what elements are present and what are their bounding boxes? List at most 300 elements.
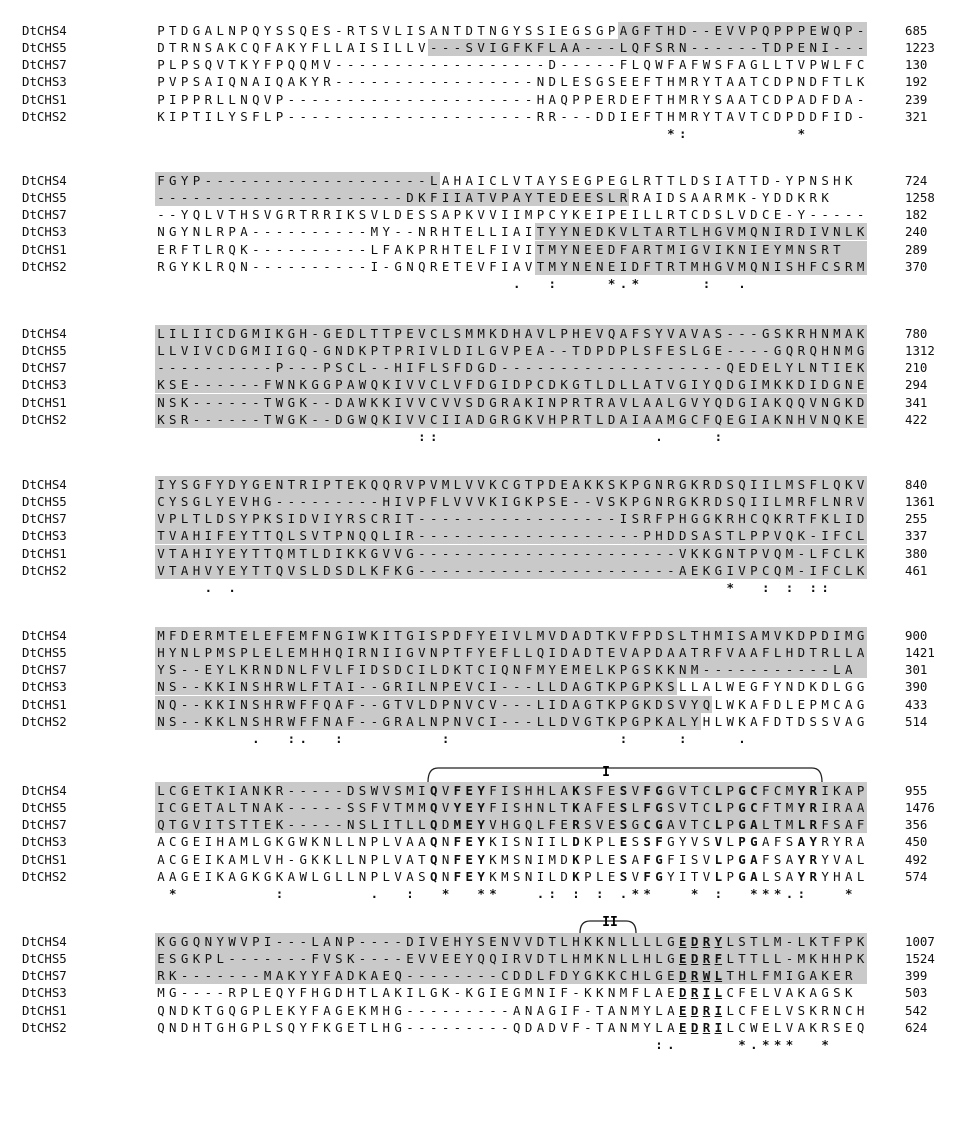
- residue: M: [370, 224, 379, 240]
- residue: Y: [712, 933, 724, 950]
- residue: G: [250, 476, 262, 493]
- residue: I: [499, 950, 511, 967]
- residue: K: [701, 545, 713, 562]
- residue: L: [416, 713, 428, 730]
- residue: I: [501, 258, 509, 274]
- residue: L: [357, 359, 369, 376]
- residue: -: [584, 1002, 592, 1018]
- residue: -: [629, 527, 641, 544]
- residue: A: [679, 57, 687, 73]
- residue: D: [546, 476, 558, 493]
- residue: Q: [831, 476, 843, 493]
- conservation-symbol: *: [762, 1036, 770, 1052]
- residue: D: [677, 967, 689, 984]
- conservation-symbol: :: [595, 885, 604, 901]
- residue: A: [618, 411, 630, 428]
- residue: D: [762, 173, 770, 188]
- residue: H: [155, 644, 167, 661]
- residue: S: [333, 562, 345, 579]
- residue: D: [475, 411, 487, 428]
- residue: -: [358, 241, 367, 257]
- residue: T: [333, 476, 345, 493]
- residue: L: [546, 325, 558, 342]
- conservation-symbol: .: [738, 275, 746, 291]
- residue: -: [712, 39, 724, 56]
- residue: N: [570, 223, 582, 240]
- residue: -: [546, 342, 558, 359]
- residue: A: [750, 851, 758, 867]
- residue: L: [679, 679, 687, 695]
- residue: Q: [252, 23, 260, 38]
- residue: Q: [252, 91, 260, 107]
- residue: S: [606, 493, 618, 510]
- residue: G: [179, 816, 191, 833]
- residue: A: [157, 851, 165, 867]
- residue: E: [631, 91, 640, 107]
- residue: -: [297, 172, 309, 189]
- residue: -: [202, 172, 214, 189]
- residue: L: [690, 679, 699, 695]
- residue: D: [795, 627, 807, 644]
- residue: A: [845, 851, 853, 867]
- residue: -: [357, 493, 369, 510]
- residue: C: [762, 91, 770, 107]
- residue: -: [465, 108, 473, 124]
- residue: C: [641, 816, 653, 833]
- residue: -: [418, 91, 426, 107]
- residue: L: [677, 627, 689, 644]
- residue: C: [428, 376, 440, 393]
- residue: P: [641, 644, 653, 661]
- residue: -: [321, 493, 333, 510]
- residue: Q: [560, 91, 568, 107]
- residue: R: [819, 644, 831, 661]
- residue: -: [809, 207, 817, 223]
- residue: I: [501, 207, 509, 223]
- residue: T: [228, 57, 236, 73]
- residue: E: [155, 950, 167, 967]
- residue: C: [748, 799, 760, 816]
- residue: Y: [558, 223, 570, 240]
- residue: T: [451, 644, 463, 661]
- residue: L: [335, 834, 343, 850]
- residue: K: [809, 1002, 817, 1018]
- residue: A: [582, 799, 594, 816]
- residue: P: [748, 22, 760, 39]
- residue: K: [297, 376, 309, 393]
- residue: F: [263, 40, 272, 56]
- residue: K: [358, 1002, 367, 1018]
- residue: L: [618, 933, 630, 950]
- residue: -: [335, 91, 343, 107]
- residue: A: [748, 816, 760, 833]
- residue: A: [535, 342, 547, 359]
- residue: R: [274, 678, 286, 695]
- residue: -: [406, 108, 414, 124]
- residue: -: [463, 545, 475, 562]
- residue: -: [689, 359, 701, 376]
- residue: Y: [512, 23, 521, 38]
- residue: G: [404, 545, 416, 562]
- residue: L: [501, 173, 509, 188]
- residue: V: [512, 173, 521, 188]
- residue: K: [665, 661, 677, 678]
- residue: Y: [689, 696, 701, 713]
- residue: M: [665, 411, 677, 428]
- residue: T: [641, 223, 653, 240]
- residue: S: [772, 325, 784, 342]
- residue: P: [595, 173, 604, 188]
- residue: D: [558, 696, 570, 713]
- residue: V: [499, 342, 511, 359]
- residue: E: [619, 207, 628, 223]
- residue: -: [807, 661, 819, 678]
- residue: A: [797, 1019, 806, 1035]
- residue: Y: [299, 1019, 307, 1035]
- residue: A: [726, 108, 734, 124]
- conservation-symbol: .: [370, 885, 379, 901]
- motif-bracket-1: [428, 768, 822, 782]
- residue: -: [511, 713, 523, 730]
- residue: K: [807, 933, 819, 950]
- residue: F: [167, 627, 179, 644]
- residue: E: [226, 493, 238, 510]
- residue: K: [380, 394, 392, 411]
- residue: A: [667, 1002, 675, 1018]
- residue: C: [169, 851, 177, 867]
- residue: T: [321, 527, 333, 544]
- residue: A: [406, 834, 414, 850]
- residue: L: [368, 816, 380, 833]
- residue: S: [631, 834, 640, 850]
- residue: W: [226, 933, 238, 950]
- residue: -: [511, 510, 523, 527]
- residue: D: [558, 967, 570, 984]
- residue: Y: [785, 173, 794, 188]
- residue: R: [795, 325, 807, 342]
- residue: L: [250, 627, 262, 644]
- residue: -: [429, 1002, 438, 1018]
- residue: G: [653, 967, 665, 984]
- residue: -: [333, 493, 345, 510]
- residue: -: [250, 376, 262, 393]
- residue: N: [321, 713, 333, 730]
- residue: K: [214, 782, 226, 799]
- residue: I: [724, 562, 736, 579]
- residue: K: [653, 661, 665, 678]
- sequence-name: DtCHS3: [22, 528, 67, 544]
- residue: Y: [795, 782, 807, 799]
- residue: K: [689, 476, 701, 493]
- residue: K: [809, 679, 817, 695]
- residue: C: [738, 1019, 746, 1035]
- residue: A: [228, 868, 236, 884]
- residue: E: [582, 661, 594, 678]
- residue: T: [689, 799, 701, 816]
- residue: P: [228, 224, 236, 240]
- residue: -: [477, 1002, 485, 1018]
- residue: S: [252, 207, 260, 223]
- residue: G: [511, 476, 523, 493]
- residue: -: [606, 39, 618, 56]
- residue: F: [263, 57, 272, 73]
- residue: -: [226, 189, 238, 206]
- residue: Y: [263, 23, 272, 38]
- residue: V: [416, 950, 428, 967]
- residue: F: [274, 627, 286, 644]
- residue: I: [416, 933, 428, 950]
- residue: -: [487, 545, 499, 562]
- residue: A: [606, 394, 618, 411]
- residue: Q: [712, 376, 724, 393]
- residue: -: [418, 74, 426, 90]
- residue: M: [726, 190, 734, 206]
- residue: D: [606, 376, 618, 393]
- residue: A: [641, 394, 653, 411]
- residue: E: [333, 325, 345, 342]
- residue: G: [595, 23, 604, 38]
- residue: P: [724, 816, 736, 833]
- residue: T: [714, 108, 723, 124]
- residue: -: [582, 510, 594, 527]
- residue: I: [335, 207, 343, 223]
- residue: L: [689, 342, 701, 359]
- residue: A: [216, 40, 224, 56]
- residue: -: [368, 713, 380, 730]
- residue: A: [345, 394, 357, 411]
- residue: L: [618, 376, 630, 393]
- residue: E: [558, 661, 570, 678]
- residue: V: [155, 545, 167, 562]
- residue: -: [335, 241, 343, 257]
- residue: -: [238, 172, 250, 189]
- residue: A: [855, 644, 867, 661]
- residue: M: [546, 258, 558, 275]
- residue: T: [169, 40, 177, 56]
- residue: G: [701, 342, 713, 359]
- residue: -: [584, 57, 592, 73]
- residue: K: [287, 1002, 296, 1018]
- residue: S: [665, 799, 677, 816]
- residue: C: [167, 782, 179, 799]
- residue: S: [512, 868, 521, 884]
- residue: I: [380, 627, 392, 644]
- residue: R: [701, 950, 713, 967]
- residue: -: [311, 241, 319, 257]
- residue: -: [831, 39, 843, 56]
- residue: D: [667, 190, 675, 206]
- residue: V: [428, 950, 440, 967]
- residue: L: [511, 644, 523, 661]
- residue: K: [240, 57, 248, 73]
- residue: L: [618, 39, 630, 56]
- residue: P: [275, 57, 284, 73]
- residue: N: [833, 1002, 841, 1018]
- residue: G: [262, 493, 274, 510]
- residue: -: [226, 950, 238, 967]
- residue: -: [335, 108, 343, 124]
- residue: Q: [760, 22, 772, 39]
- residue: N: [169, 1002, 177, 1018]
- residue: F: [572, 1002, 580, 1018]
- residue: T: [594, 713, 606, 730]
- residue: P: [240, 985, 248, 1001]
- residue: -: [191, 394, 203, 411]
- residue: R: [323, 207, 331, 223]
- residue: -: [262, 189, 274, 206]
- end-position: 624: [905, 1019, 928, 1035]
- residue: E: [558, 816, 570, 833]
- residue: T: [167, 562, 179, 579]
- residue: D: [226, 325, 238, 342]
- residue: -: [784, 933, 796, 950]
- residue: -: [169, 207, 177, 223]
- residue: -: [418, 108, 426, 124]
- residue: I: [392, 644, 404, 661]
- residue: E: [582, 241, 594, 258]
- residue: -: [380, 950, 392, 967]
- sequence-name: DtCHS1: [22, 394, 67, 410]
- residue: R: [287, 207, 296, 223]
- residue: L: [169, 57, 177, 73]
- residue: C: [499, 967, 511, 984]
- residue: K: [297, 394, 309, 411]
- residue: -: [428, 545, 440, 562]
- sequence-name: DtCHS5: [22, 951, 67, 967]
- residue: L: [416, 816, 428, 833]
- end-position: 1361: [905, 494, 935, 510]
- residue: P: [535, 493, 547, 510]
- residue: S: [797, 1002, 806, 1018]
- residue: G: [216, 1002, 224, 1018]
- residue: L: [323, 40, 331, 56]
- residue: Q: [357, 527, 369, 544]
- residue: H: [665, 22, 677, 39]
- residue: T: [689, 782, 701, 799]
- residue: V: [512, 241, 521, 257]
- residue: -: [346, 241, 355, 257]
- residue: Y: [558, 241, 570, 258]
- residue: I: [226, 678, 238, 695]
- residue: H: [546, 411, 558, 428]
- residue: S: [785, 834, 794, 850]
- residue: T: [748, 933, 760, 950]
- residue: D: [368, 661, 380, 678]
- residue: F: [667, 57, 675, 73]
- residue: K: [855, 359, 867, 376]
- residue: E: [285, 627, 297, 644]
- residue: P: [157, 91, 165, 107]
- residue: -: [523, 359, 535, 376]
- residue: D: [558, 189, 570, 206]
- residue: Q: [712, 411, 724, 428]
- residue: L: [795, 816, 807, 833]
- residue: M: [440, 476, 452, 493]
- residue: N: [524, 851, 533, 867]
- residue: K: [240, 241, 248, 257]
- residue: E: [179, 376, 191, 393]
- residue: S: [274, 510, 286, 527]
- residue: E: [487, 933, 499, 950]
- residue: D: [795, 644, 807, 661]
- conservation-symbol: :: [679, 125, 687, 141]
- residue: K: [572, 851, 580, 867]
- residue: H: [191, 562, 203, 579]
- residue: L: [773, 1002, 782, 1018]
- residue: K: [368, 394, 380, 411]
- residue: P: [748, 527, 760, 544]
- residue: V: [489, 207, 497, 223]
- end-position: 574: [905, 868, 928, 884]
- residue: -: [512, 74, 521, 90]
- residue: H: [499, 816, 511, 833]
- residue: -: [570, 493, 582, 510]
- residue: I: [463, 342, 475, 359]
- end-position: 1312: [905, 343, 935, 359]
- residue: L: [535, 967, 547, 984]
- residue: R: [665, 258, 677, 275]
- residue: K: [192, 258, 201, 274]
- residue: -: [335, 74, 343, 90]
- residue: P: [274, 359, 286, 376]
- sequence-name: DtCHS4: [22, 477, 67, 492]
- residue: P: [157, 57, 165, 73]
- residue: -: [451, 39, 463, 56]
- residue: L: [226, 799, 238, 816]
- residue: D: [773, 91, 782, 107]
- residue: V: [463, 493, 475, 510]
- residue: D: [689, 950, 701, 967]
- residue: A: [702, 679, 711, 695]
- residue: T: [653, 241, 665, 258]
- conservation-symbol: .: [299, 730, 307, 746]
- residue: -: [179, 696, 191, 713]
- residue: E: [689, 562, 701, 579]
- residue: S: [226, 816, 238, 833]
- residue: -: [238, 376, 250, 393]
- residue: D: [690, 1019, 699, 1035]
- residue: C: [701, 816, 713, 833]
- residue: L: [726, 1019, 734, 1035]
- residue: C: [618, 967, 630, 984]
- residue: I: [546, 644, 558, 661]
- residue: L: [665, 394, 677, 411]
- residue: L: [714, 868, 723, 884]
- residue: F: [821, 74, 829, 90]
- residue: S: [784, 258, 796, 275]
- residue: G: [629, 816, 641, 833]
- residue: E: [262, 476, 274, 493]
- conservation-symbol: .: [619, 275, 628, 291]
- residue: F: [155, 172, 167, 189]
- residue: N: [594, 258, 606, 275]
- residue: N: [570, 258, 582, 275]
- end-position: 337: [905, 528, 928, 544]
- residue: I: [512, 207, 521, 223]
- residue: D: [724, 394, 736, 411]
- residue: K: [357, 476, 369, 493]
- residue: -: [641, 359, 653, 376]
- residue: D: [274, 661, 286, 678]
- residue: D: [679, 985, 687, 1001]
- end-position: 955: [905, 783, 928, 798]
- residue: K: [843, 394, 855, 411]
- residue: R: [690, 74, 699, 90]
- residue: -: [191, 967, 203, 984]
- residue: F: [180, 241, 189, 257]
- residue: D: [809, 91, 817, 107]
- residue: -: [274, 172, 286, 189]
